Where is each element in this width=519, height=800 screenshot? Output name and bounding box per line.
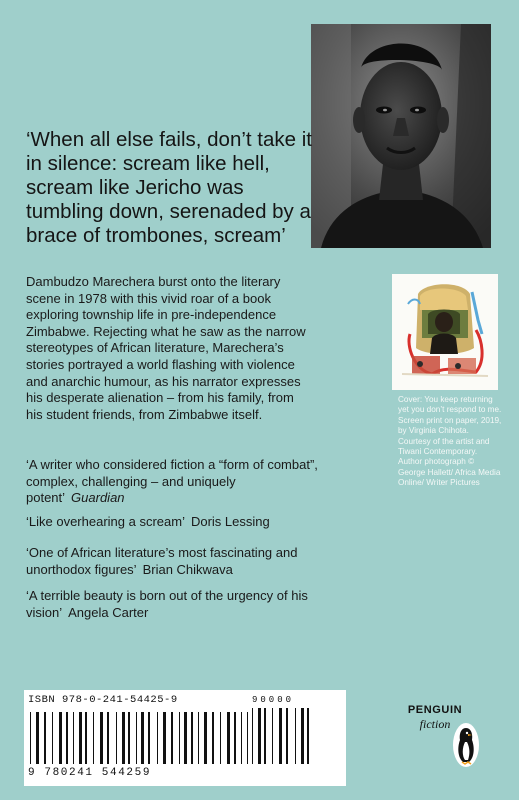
review-doris-lessing bbox=[26, 514, 326, 531]
series-name: fiction bbox=[419, 717, 451, 731]
barcode-bar bbox=[247, 712, 248, 764]
cover-art-thumbnail bbox=[392, 274, 498, 390]
review-angela-carter bbox=[26, 588, 326, 621]
barcode-bar bbox=[204, 712, 207, 764]
review-source: Doris Lessing bbox=[190, 514, 270, 529]
barcode-bar bbox=[227, 712, 230, 764]
barcode-bar bbox=[59, 712, 62, 764]
ean-digits: 9 780241 544259 bbox=[28, 767, 152, 779]
barcode-bar bbox=[184, 712, 187, 764]
review-source: Angela Carter bbox=[68, 604, 149, 620]
barcode-bar bbox=[198, 712, 199, 764]
publisher-name: PENGUIN bbox=[407, 704, 463, 716]
review-quote: ‘Like overhearing a scream’ bbox=[26, 514, 185, 529]
review-quote: ‘A writer who considered fiction a “form of combat”, complex, challenging – and uniquely potent’ bbox=[26, 457, 318, 506]
barcode-bar bbox=[116, 712, 117, 764]
barcode-bar bbox=[286, 708, 288, 764]
barcode-bar bbox=[191, 712, 193, 764]
addon-barcode bbox=[252, 708, 314, 764]
barcode-bar bbox=[295, 708, 296, 764]
barcode-bar bbox=[30, 712, 31, 764]
barcode-bar bbox=[148, 712, 150, 764]
barcode-bar bbox=[179, 712, 180, 764]
barcode-bar bbox=[52, 712, 53, 764]
barcode-bar bbox=[241, 712, 242, 764]
barcode-bar bbox=[36, 712, 39, 764]
book-blurb: Dambudzo Marechera burst onto the literary scene in 1978 with this vivid roar of a book exploring township life in pre-independence Zimbabwe. Rejecting what he saw as the narrow stereotypes of African literature, Marechera’s stories portrayed a world flashing with violence and anarchic humour, as his narrator expresses his desperate alienation – from his family, from his student friends, from Zimbabwe itself. bbox=[26, 274, 306, 422]
barcode-bar bbox=[258, 708, 261, 764]
author-photo-image bbox=[311, 24, 491, 248]
barcode-bar bbox=[85, 712, 87, 764]
barcode-bar bbox=[122, 712, 125, 764]
barcode-addon-code: 90000 bbox=[252, 695, 295, 705]
review-source: Brian Chikwava bbox=[142, 561, 233, 577]
barcode-bar bbox=[220, 712, 221, 764]
review-brian-chikwava bbox=[26, 545, 326, 578]
isbn-number: ISBN 978-0-241-54425-9 bbox=[28, 694, 178, 706]
barcode-bar bbox=[73, 712, 74, 764]
barcode-bar bbox=[100, 712, 103, 764]
cover-art-image bbox=[392, 274, 498, 390]
barcode-bar bbox=[128, 712, 130, 764]
review-quote: ‘One of African literature’s most fascinating and unorthodox figures’ bbox=[26, 545, 298, 577]
barcode-bar bbox=[44, 712, 46, 764]
barcode-bar bbox=[264, 708, 266, 764]
barcode-bar bbox=[136, 712, 137, 764]
review-guardian bbox=[26, 457, 326, 507]
cover-credits: Cover: You keep returning yet you don’t respond to me. Screen print on paper, 2019, by Virginia Chihota. Courtesy of the artist and Tiwani Contemporary. Author photograph © George Hallett/ Africa Media Online/ Writer Pictures bbox=[398, 395, 502, 488]
barcode-bar bbox=[301, 708, 304, 764]
barcode-bar bbox=[212, 712, 214, 764]
barcode-bar bbox=[307, 708, 309, 764]
barcode-bar bbox=[141, 712, 144, 764]
barcode-bar bbox=[272, 708, 273, 764]
barcode-bar bbox=[252, 708, 253, 764]
author-photo bbox=[311, 24, 491, 248]
barcode-bar bbox=[93, 712, 94, 764]
barcode-bar bbox=[157, 712, 158, 764]
barcode-bar bbox=[66, 712, 68, 764]
ean-barcode bbox=[30, 712, 248, 764]
barcode-panel bbox=[24, 690, 346, 786]
barcode-bar bbox=[234, 712, 236, 764]
barcode-bar bbox=[163, 712, 166, 764]
barcode-bar bbox=[79, 712, 82, 764]
review-quote: ‘A terrible beauty is born out of the urgency of his vision’ bbox=[26, 588, 308, 620]
review-source: Guardian bbox=[71, 490, 125, 506]
pull-quote: ‘When all else fails, don’t take it in silence: scream like hell, scream like Jericho was tumbling down, serenaded by a brace of trombones, scream’ bbox=[26, 128, 312, 247]
barcode-bar bbox=[107, 712, 109, 764]
barcode-bar bbox=[279, 708, 282, 764]
barcode-bar bbox=[171, 712, 173, 764]
penguin-icon bbox=[452, 722, 480, 768]
